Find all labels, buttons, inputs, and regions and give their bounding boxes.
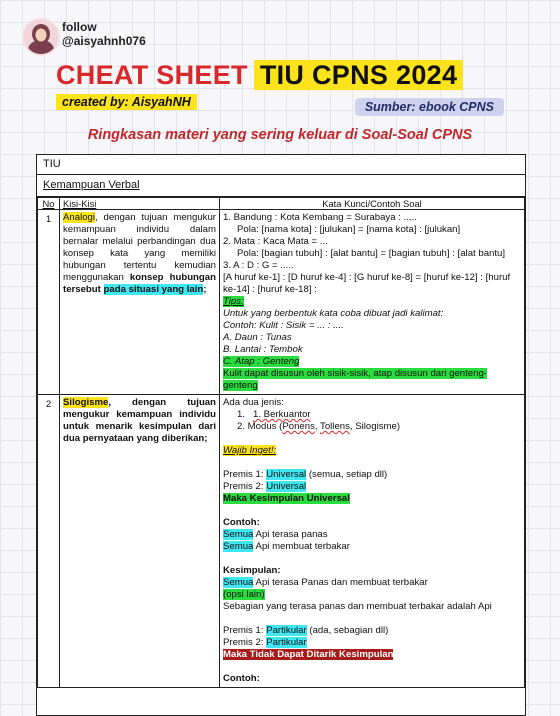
term-highlight: Analogi [63,212,96,223]
contoh-line: Untuk yang berbentuk kata coba dibuat jadi kalimat: [223,308,444,319]
page-subtitle: Ringkasan materi yang sering keluar di Soal-Soal CPNS [87,127,473,143]
table-row [38,395,525,688]
premis-highlight: Universal [266,469,307,480]
statement-text: Api membuat terbakar [253,541,350,552]
list-item [223,409,521,421]
premis-label: Premis 2: [223,637,267,648]
contoh-line: Contoh: Kulit : Sisik = ... : .... [223,320,344,331]
kisi-silogisme [60,395,220,688]
option-c: C. Atap : Genteng [223,356,300,367]
premis-label: Premis 1: [223,469,267,480]
kisi-desc: , dengan tujuan mengukur kemampuan individu dalam bernalar melalui perbandingan dua konsep kata yang memiliki hubungan tertentu kemudian menggunakan [63,212,216,283]
opsi-lain: (opsi lain) [223,589,265,600]
modus-tollens: Tollens [320,421,350,432]
statement-text: Api terasa Panas dan membuat terbakar [253,577,428,588]
contoh-silogisme [220,395,525,688]
cheat-sheet-document [36,154,526,716]
follow-label: follow [62,20,97,34]
contoh-line: Sebagian yang terasa panas dan membuat terbakar adalah Api [223,601,492,612]
premis-highlight: Partikular [266,637,307,648]
row-number: 1 [38,210,60,395]
wajib-line [223,445,521,457]
conclusion-line [223,493,521,505]
contoh-label: Contoh: [223,673,260,684]
title-highlight: TIU CPNS 2024 [254,60,463,90]
wajib-inget-label: Wajib Inget!: [223,445,277,456]
subsection-title: Kemampuan Verbal [43,179,140,191]
premis-highlight: Universal [266,481,307,492]
tips-line [223,296,521,308]
avatar[interactable] [22,18,60,56]
contoh-analogi [220,210,525,395]
author-credit: created by: AisyahNH [56,94,197,110]
premis-highlight: Partikular [266,625,307,636]
contoh-line [223,541,521,553]
kesimpulan-label: Kesimpulan: [223,565,281,576]
premis-note: (semua, setiap dll) [306,469,388,480]
kisi-highlight: pada situasi yang lain [103,284,204,295]
statement-text: Api terasa panas [253,529,328,540]
subsection-heading [37,175,525,197]
contoh-line: Ada dua jenis: [223,397,284,408]
column-header-kata-kunci: Kata Kunci/Contoh Soal [220,198,525,210]
premis-label: Premis 1: [223,625,267,636]
conclusion-line [223,649,521,661]
contoh-line: Pola: [nama kota] : [julukan] = [nama kota] : [julukan] [237,224,461,235]
table-header-row [38,198,525,210]
option-b: B. Lantai : Tembok [223,344,303,355]
table-row [38,210,525,395]
contoh-line: Pola: [bagian tubuh] : [alat bantu] = [bagian tubuh] : [alat bantu] [237,248,506,259]
contoh-line: 1. Bandung : Kota Kembang = Surabaya : ..... [223,212,417,223]
quantifier-highlight: Semua [223,577,254,588]
premis-line [223,481,521,493]
title-red: CHEAT SHEET [56,60,248,90]
answer-highlight: Kulit dapat disusun oleh sisik-sisik, atap disusun dari genteng-genteng [223,368,487,391]
separator: , [314,421,321,432]
follow-block[interactable] [62,20,146,48]
answer-line [223,368,521,392]
jenis-modus-prefix: 2. Modus ( [237,421,283,432]
option-c-line [223,356,521,368]
kisi-desc: , dengan tujuan mengukur kemampuan individu untuk menarik kesimpulan dari dua pernyataan yang diberikan; [63,397,216,444]
source-badge: Sumber: ebook CPNS [355,98,504,116]
materi-table [37,197,525,688]
column-header-no: No [38,198,60,210]
contoh-label: Contoh: [223,517,260,528]
conclusion-universal: Maka Kesimpulan Universal [223,493,350,504]
column-header-kisi: Kisi-Kisi [60,198,220,210]
conclusion-none: Maka Tidak Dapat Ditarik Kesimpulan [223,649,394,660]
row-number: 2 [38,395,60,688]
premis-line [223,625,521,637]
modus-ponens: Ponens [282,421,315,432]
kisi-end: ; [203,284,207,295]
quantifier-highlight: Semua [223,529,254,540]
list-number: 1. [237,409,253,420]
premis-line [223,637,521,649]
quantifier-highlight: Semua [223,541,254,552]
contoh-line: 2. Mata : Kaca Mata = ... [223,236,328,247]
term-highlight: Silogisme [63,397,109,408]
list-item [223,421,521,433]
opsi-line [223,589,521,601]
tips-label: Tips: [223,296,244,307]
contoh-line: 3. A : D : G = ..... [223,260,294,271]
account-handle[interactable]: @aisyahnh076 [62,34,146,48]
kisi-bold: konsep hubungan tersebut [63,272,216,295]
contoh-line [223,529,521,541]
jenis-berkuantor: 1. Berkuantor [253,409,311,420]
kisi-analogi [60,210,220,395]
avatar-image [24,20,58,54]
contoh-line [223,577,521,589]
premis-label: Premis 2: [223,481,267,492]
premis-note: (ada, sebagian dll) [306,625,389,636]
section-heading: TIU [37,155,525,175]
jenis-modus-suffix: , Silogisme) [349,421,401,432]
contoh-line: [A huruf ke-1] : [D huruf ke-4] : [G huruf ke-8] = [huruf ke-12] : [huruf ke-14] : [huruf ke-18] : [223,272,511,295]
premis-line [223,469,521,481]
option-a: A. Daun : Tunas [223,332,292,343]
page-title [56,60,463,91]
